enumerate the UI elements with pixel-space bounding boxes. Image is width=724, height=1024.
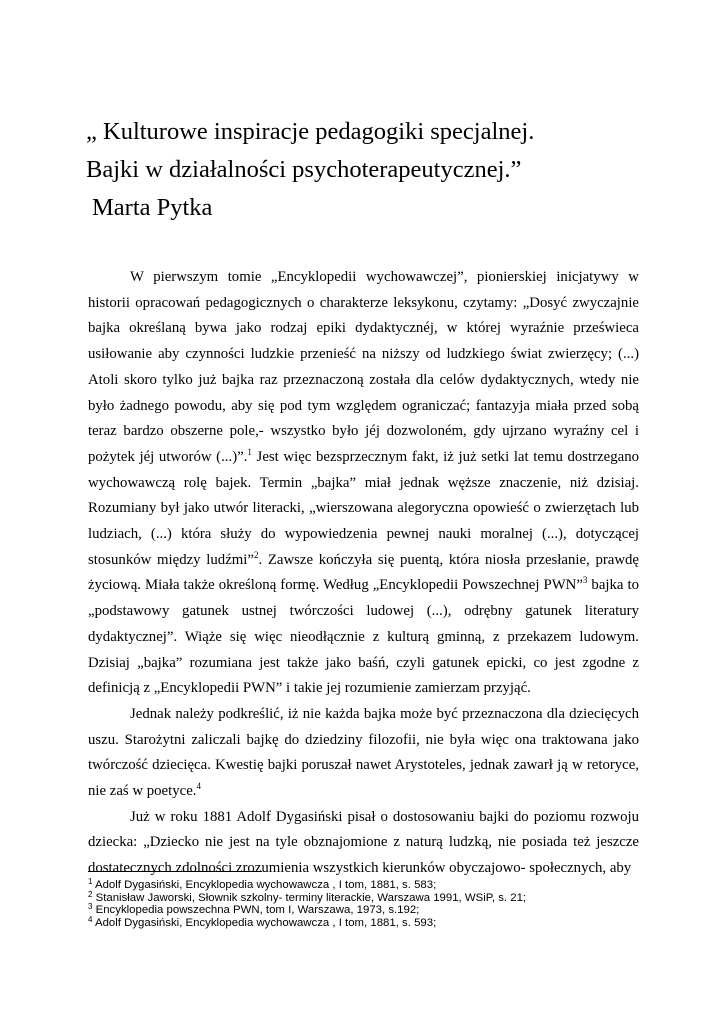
footnote-number: 1: [88, 877, 93, 886]
footnotes: [88, 879, 648, 929]
footnote-ref-1: 1: [247, 446, 252, 457]
footnote-ref-2: 2: [253, 549, 259, 560]
author-name: Marta Pytka: [92, 194, 213, 221]
footnote-ref-3: 3: [582, 575, 588, 586]
footnote-text: Encyklopedia powszechna PWN, tom I, Warszawa, 1973, s.192;: [92, 904, 420, 917]
footnote-number: 2: [88, 889, 93, 899]
body-text: [88, 265, 639, 882]
paragraph-1-text-c: . Zawsze kończyła się puentą, która niosła przesłanie, prawdę życiową. Miała także określoną formę. Według „Encyklopedii Powszechnej PWN”: [88, 551, 639, 594]
title-line-1: „ Kulturowe inspiracje pedagogiki specjalnej.: [86, 118, 535, 145]
title-line-2: Bajki w działalności psychoterapeutycznej.”: [86, 156, 522, 183]
paragraph-1-text-b: Jest więc bezsprzecznym fakt, iż już setki lat temu dostrzegano wychowawczą rolę bajek. Termin „bajka” miał jednak węższe znaczenie, niż dzisiaj. Rozumiany był jako utwór literacki, „wierszowana alegoryczna opowieść o zwierzętach lub ludziach, (...) która służy do wypowiedzenia pewnej nauki moralnej (...), dotyczącej stosunków między ludźmi”: [88, 448, 639, 568]
footnote-ref-4: 4: [196, 781, 201, 792]
footnote-number: 4: [88, 914, 93, 924]
paragraph-1-text-a: W pierwszym tomie „Encyklopedii wychowawczej”, pionierskiej inicjatywy w historii opracowań pedagogicznych o charakterze leksykonu, czytamy: „Dosyć zwyczajnie bajka określaną bywa jako rodzaj epiki dydaktycznéj, w której wyraźnie prześwieca usiłowanie aby czynności ludzkie przenieść na niższy od ludzkiego świat zwierzęcy; (...) Atoli skoro tylko już bajka raz przeznaczoną została dla celów dydaktycznych, wtedy nie było żadnego powodu, aby się pod tym względem ograniczać; fantazyja miała przed sobą teraz bardzo obszerne pole,- wszystko było jéj dozwoloném, gdy ujrzano wyraźny cel i pożytek jéj utworów (...)”.: [88, 269, 639, 465]
footnote-text: Stanisław Jaworski, Słownik szkolny- terminy literackie, Warszawa 1991, WSiP, s. 21;: [92, 891, 527, 904]
paragraph-2-text: Jednak należy podkreślić, iż nie każda bajka może być przeznaczona dla dziecięcych uszu. Starożytni zaliczali bajkę do dziedziny filozofii, nie była więc ona traktowana jako twórczość dziecięca. Kwestię bajki poruszał nawet Arystoteles, jednak zawarł ją w retoryce, nie zaś w poetyce.: [88, 705, 639, 800]
footnote-2: [88, 889, 648, 905]
footnote-number: 3: [88, 902, 93, 912]
footnote-separator: [88, 871, 262, 872]
paragraph-1-text-d: bajka to „podstawowy gatunek ustnej twórczości ludowej (...), odrębny gatunek literatury dydaktycznej”. Wiąże się więc nieodłącznie z kulturą gminną, z przekazem ludowym. Dzisiaj „bajka” rozumiana jest także jako baśń, czyli gatunek epicki, co jest zgodne z definicją z „Encyklopedii PWN” i takie jej rozumienie zamierzam przyjąć.: [88, 577, 639, 697]
paragraph-3: Już w roku 1881 Adolf Dygasiński pisał o dostosowaniu bajki do poziomu rozwoju dziecka: „Dziecko nie jest na tyle obznajomione z naturą ludzką, nie posiada też jeszcze dostatecznych zdolności zrozumienia wszystkich kierunków obyczajowo- społecznych, aby: [88, 808, 639, 877]
footnote-text: Adolf Dygasiński, Encyklopedia wychowawcza , I tom, 1881, s. 593;: [92, 916, 437, 929]
footnote-3: [88, 904, 648, 917]
footnote-4: [88, 914, 648, 930]
paragraph-2: [88, 702, 639, 805]
title-block: [86, 113, 646, 227]
footnote-1: [88, 879, 648, 892]
footnote-text: Adolf Dygasiński, Encyklopedia wychowawcza , I tom, 1881, s. 583;: [92, 879, 437, 891]
paragraph-1: [88, 265, 639, 702]
